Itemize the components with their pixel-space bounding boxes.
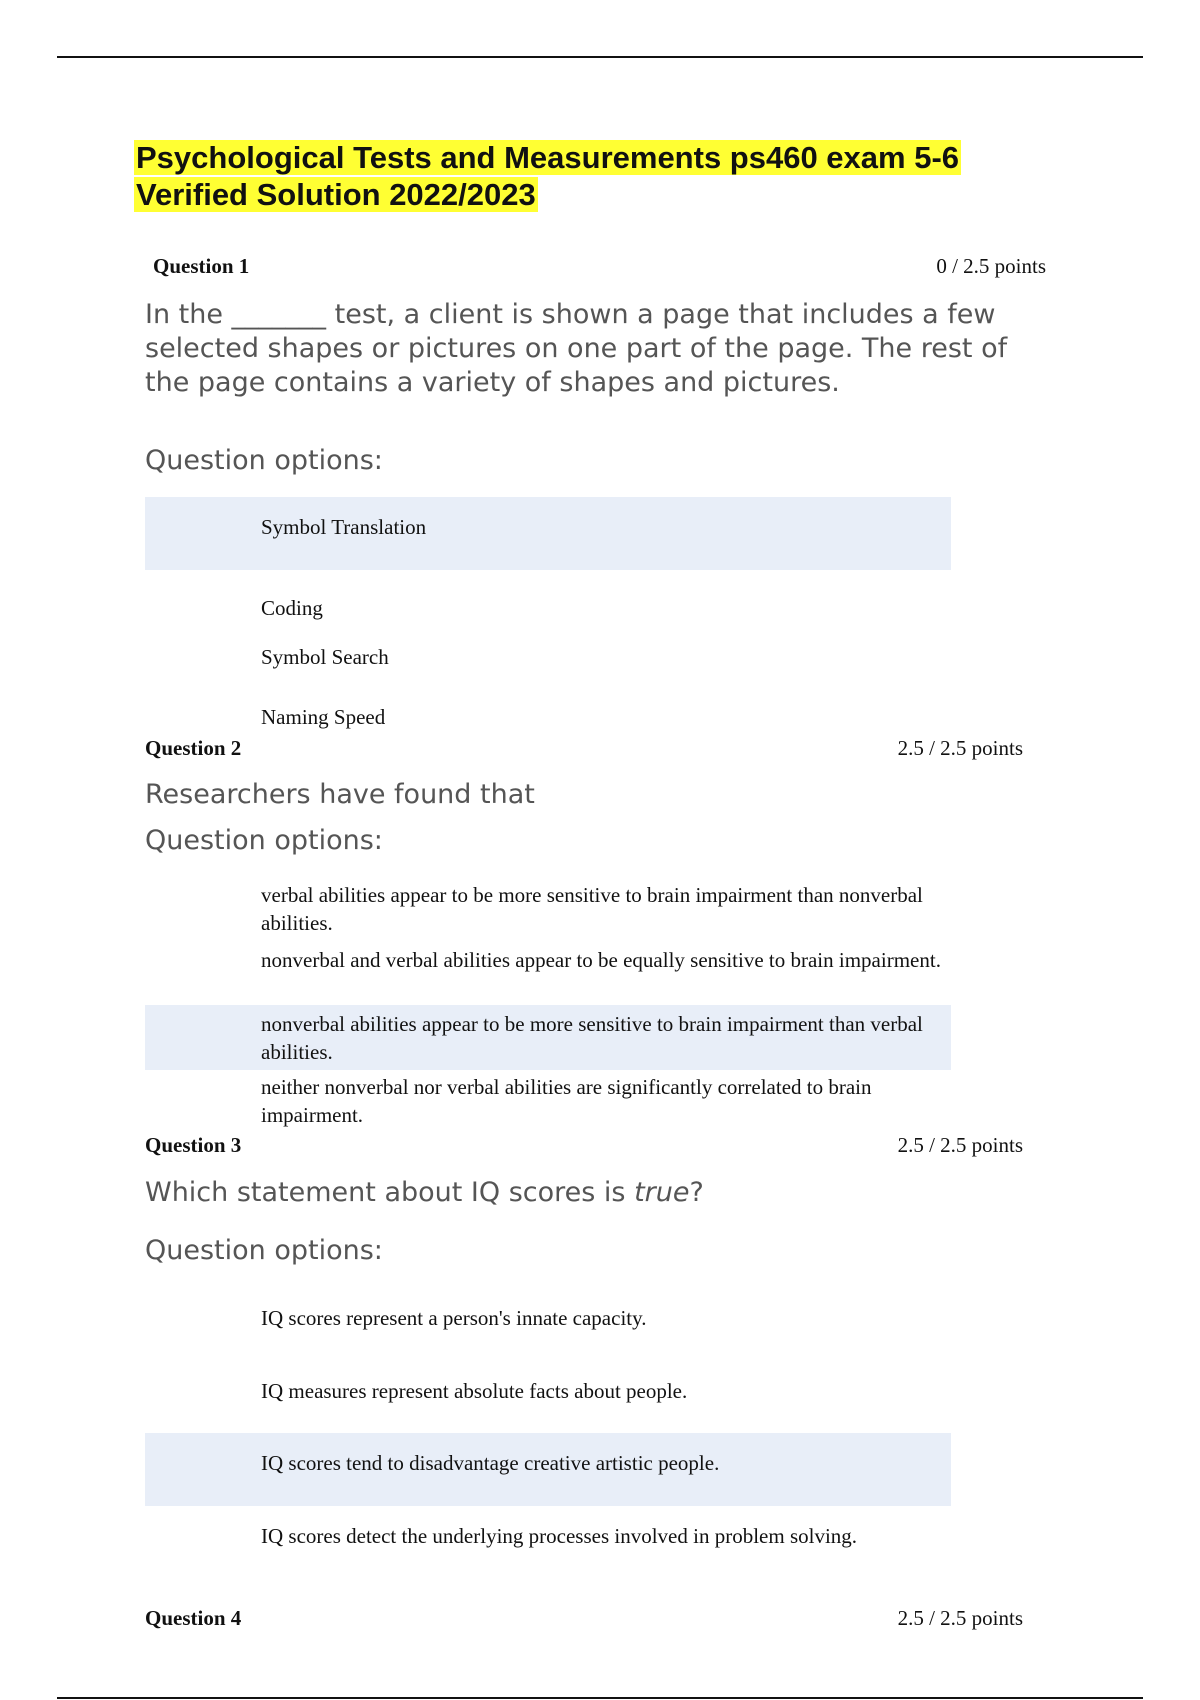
question-2-points: 2.5 / 2.5 points bbox=[897, 736, 1023, 760]
question-1-heading: Question 1 bbox=[153, 254, 250, 278]
bottom-rule bbox=[57, 1697, 1143, 1699]
question-2-heading: Question 2 bbox=[145, 736, 242, 760]
question-1-option-1[interactable]: Symbol Translation bbox=[261, 515, 427, 539]
question-4-points: 2.5 / 2.5 points bbox=[897, 1606, 1023, 1630]
question-2-option-3[interactable]: nonverbal abilities appear to be more sensitive to brain impairment than verbal abilities. bbox=[261, 1012, 923, 1064]
document-title: Psychological Tests and Measurements ps460 exam 5-6 Verified Solution 2022/2023 bbox=[136, 140, 960, 212]
question-1-option-3[interactable]: Symbol Search bbox=[261, 645, 389, 669]
question-3-option-1[interactable]: IQ scores represent a person's innate capacity. bbox=[261, 1306, 647, 1330]
question-2-option-2[interactable]: nonverbal and verbal abilities appear to be equally sensitive to brain impairment. bbox=[261, 948, 941, 972]
question-1-option-2[interactable]: Coding bbox=[261, 596, 323, 620]
question-3-text: Which statement about IQ scores is true? bbox=[145, 1177, 704, 1208]
question-1-points: 0 / 2.5 points bbox=[936, 254, 1046, 278]
question-1-option-4[interactable]: Naming Speed bbox=[261, 705, 386, 729]
question-3-text-italic: true bbox=[634, 1177, 690, 1208]
question-1-text: In the _______ test, a client is shown a page that includes a few selected shapes or pictures on one part of the page. The rest of the page contains a variety of shapes and pictures. bbox=[145, 299, 1008, 398]
question-2-options-label: Question options: bbox=[145, 825, 383, 856]
question-4-heading: Question 4 bbox=[145, 1606, 242, 1630]
top-rule bbox=[57, 56, 1143, 58]
question-2-option-4[interactable]: neither nonverbal nor verbal abilities are significantly correlated to brain impairment. bbox=[261, 1075, 872, 1127]
question-3-heading: Question 3 bbox=[145, 1133, 242, 1157]
question-3-option-4[interactable]: IQ scores detect the underlying processes involved in problem solving. bbox=[261, 1524, 858, 1548]
question-3-option-2[interactable]: IQ measures represent absolute facts about people. bbox=[261, 1379, 688, 1403]
question-3-option-3[interactable]: IQ scores tend to disadvantage creative artistic people. bbox=[261, 1451, 720, 1475]
question-1-options-label: Question options: bbox=[145, 445, 383, 476]
question-2-text: Researchers have found that bbox=[145, 779, 535, 810]
question-3-options-label: Question options: bbox=[145, 1235, 383, 1266]
question-3-points: 2.5 / 2.5 points bbox=[897, 1133, 1023, 1157]
question-2-option-1[interactable]: verbal abilities appear to be more sensitive to brain impairment than nonverbal abilities. bbox=[261, 883, 923, 935]
